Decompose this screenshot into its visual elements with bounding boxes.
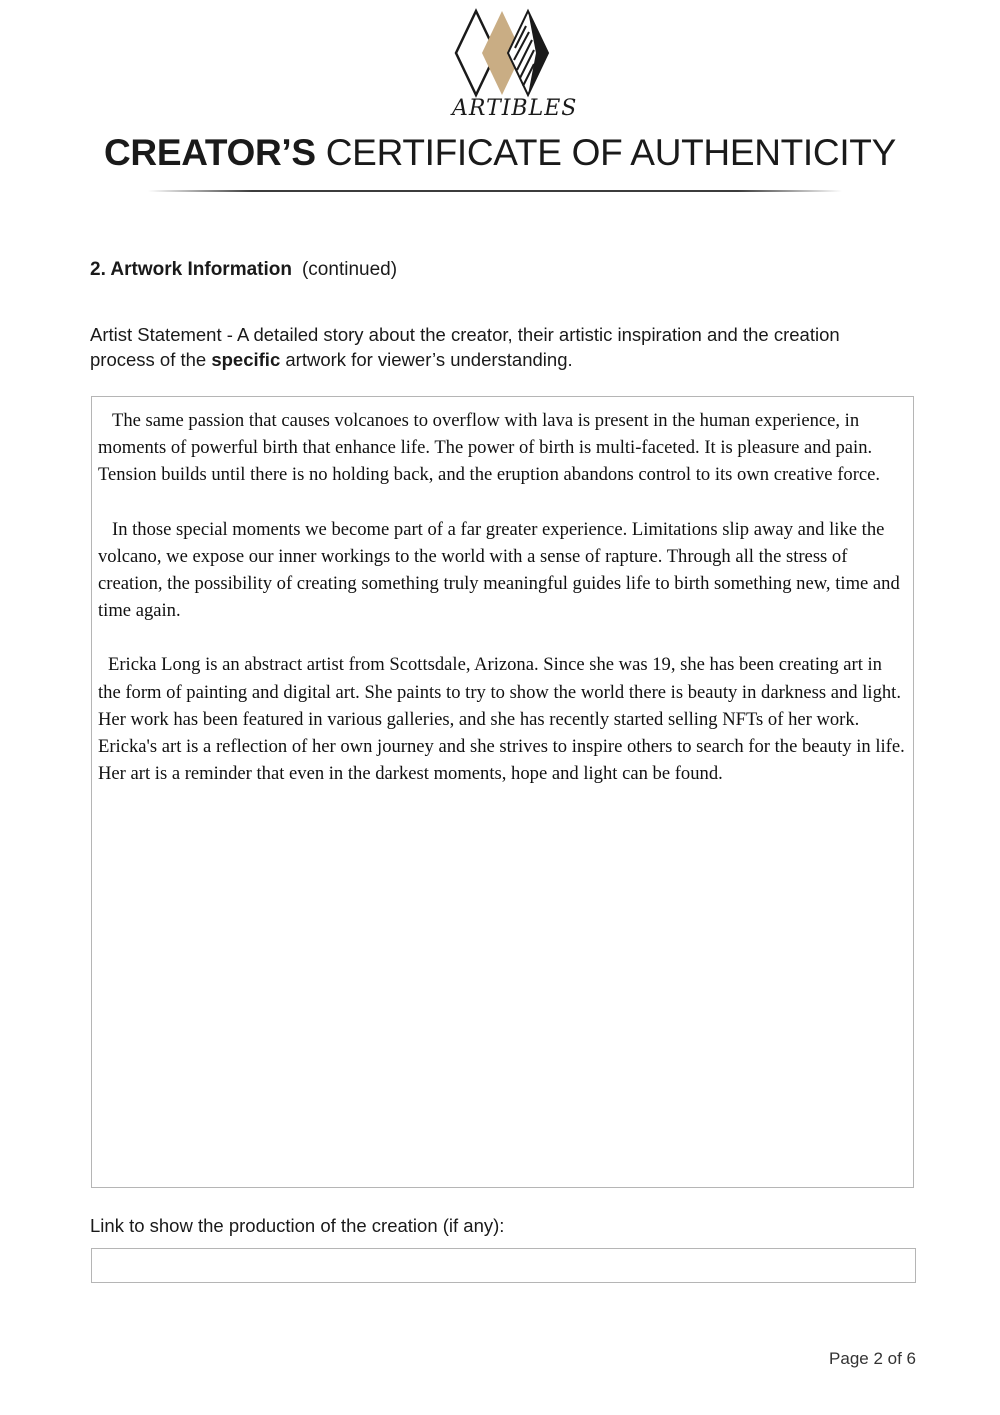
intro-emphasis: specific bbox=[211, 349, 281, 370]
artibles-logo bbox=[452, 8, 578, 128]
statement-paragraph: In those special moments we become part of a far greater experience. Limitations slip away and like the volcano, we expose our inner workings to the world with a sense of rapture. Through all the stress of creation, the possibility of creating something truly meaningful guides life to birth something new, time and time again. bbox=[98, 518, 900, 622]
page-title-light: CERTIFICATE OF AUTHENTICITY bbox=[325, 132, 896, 173]
page-title bbox=[0, 130, 1000, 176]
artist-statement-instructions bbox=[90, 322, 890, 372]
logo-wordmark: ARTIBLES bbox=[452, 96, 578, 121]
page-indicator: Page 2 of 6 bbox=[829, 1349, 916, 1368]
statement-paragraph: The same passion that causes volcanoes to overflow with lava is present in the human experience, in moments of powerful birth that enhance life. The power of birth is multi-faceted. It is pleasure and pain. Tension builds until there is no holding back, and the eruption abandons control to its own creative force. bbox=[98, 410, 881, 486]
production-link-label: Link to show the production of the creation (if any): bbox=[90, 1215, 505, 1236]
intro-text-after: artwork for viewer’s understanding. bbox=[280, 349, 573, 370]
artist-statement-box[interactable] bbox=[91, 396, 914, 1188]
artibles-logo-icon bbox=[452, 8, 552, 98]
section-heading bbox=[90, 257, 397, 283]
statement-paragraph: Ericka Long is an abstract artist from Scottsdale, Arizona. Since she was 19, she has been creating art in the form of painting and digital art. She paints to try to show the world there is beauty in darkness and light. Her work has been featured in various galleries, and she has recently started selling NFTs of her work. Ericka's art is a reflection of her own journey and she strives to inspire others to search for the beauty in life. Her art is a reminder that even in the darkest moments, hope and light can be found. bbox=[98, 654, 905, 785]
production-link-field[interactable] bbox=[91, 1248, 916, 1283]
section-subtitle: (continued) bbox=[301, 259, 398, 280]
intro-text-before: Artist Statement - A detailed story about the creator, their artistic inspiration and the creation process of the bbox=[90, 324, 840, 370]
page-title-bold: CREATOR’S bbox=[103, 132, 316, 173]
section-title: 2. Artwork Information bbox=[90, 259, 292, 280]
title-divider bbox=[148, 190, 842, 192]
